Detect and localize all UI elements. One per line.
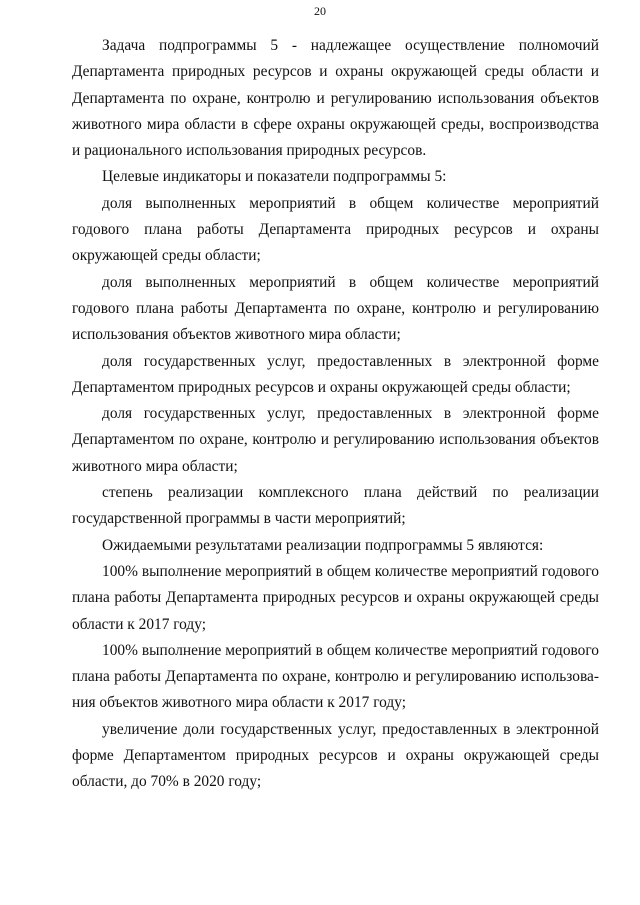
paragraph-indicator-5: степень реализации комплексного плана действий по реализации государственной программы в части мероприятий; (72, 484, 599, 528)
paragraph-indicator-3: доля государственных услуг, предоставленных в электронной форме Департаментом природных ресурсов и охраны окружающей среды области; (72, 352, 599, 396)
paragraph-indicators-heading: Целевые индикаторы и показатели подпрограммы 5: (102, 168, 447, 186)
page-number: 20 (314, 4, 326, 18)
paragraph-indicator-1: доля выполненных мероприятий в общем количестве мероприятий годового плана работы Департамента природных ресурсов и охраны окружающей среды области; (72, 194, 599, 265)
paragraph-result-1: 100% выполнение мероприятий в общем количестве мероприятий годового плана работы Департамента природных ресурсов и охраны окружающей среды области к 2017 году; (72, 562, 599, 633)
paragraph-result-2: 100% выполнение мероприятий в общем количестве мероприятий годового плана работы Департамента по охране, контролю и регулированию использования объектов животного мира области к 2017 году; (72, 641, 599, 712)
paragraph-indicator-2: доля выполненных мероприятий в общем количестве мероприятий годового плана работы Департамента по охране, контролю и регулированию использования объектов животного мира области; (72, 273, 599, 344)
paragraph-results-heading: Ожидаемыми результатами реализации подпрограммы 5 являются: (102, 536, 544, 554)
body-text (72, 33, 599, 796)
paragraph-indicator-4: доля государственных услуг, предоставленных в электронной форме Департаментом по охране, контролю и регулированию использования объектов животного мира области; (72, 405, 599, 475)
paragraph-task: Задача подпрограммы 5 - надлежащее осуществление полномочий Департамента природных ресурсов и охраны окружающей среды области и Департамента по охране, контролю и регулированию использования объектов животного мира области в сфере охраны окружающей среды, воспроизводства и рационального использования природных ресурсов. (72, 37, 599, 160)
paragraph-result-3: увеличение доли государственных услуг, предоставленных в электронной форме Департаментом природных ресурсов и охраны окружающей среды области, до 70% в 2020 году; (72, 720, 599, 791)
